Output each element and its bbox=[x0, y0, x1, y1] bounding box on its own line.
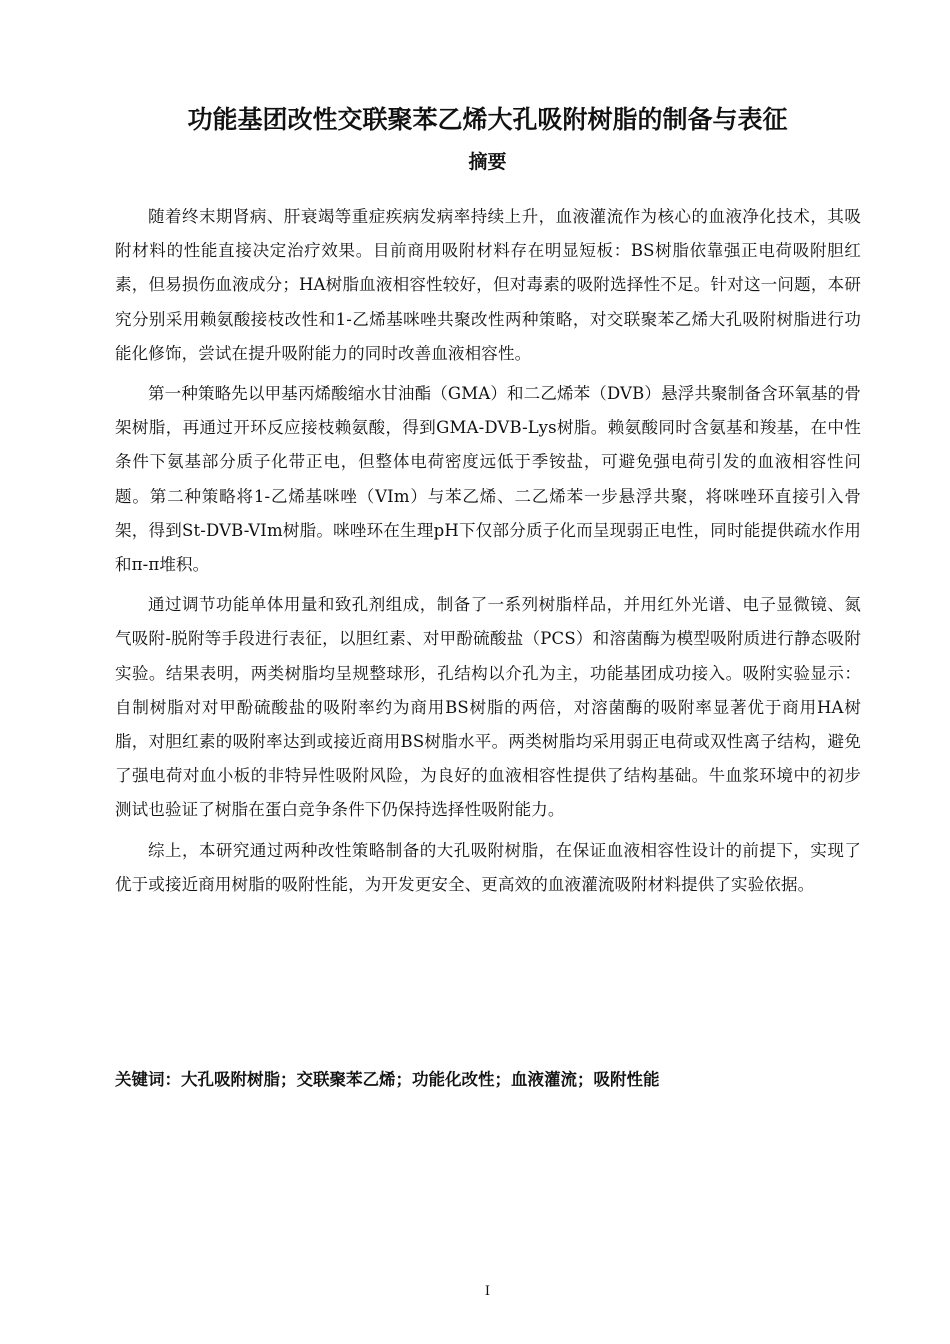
abstract-paragraph-4: 综上，本研究通过两种改性策略制备的大孔吸附树脂，在保证血液相容性设计的前提下，实现了优于或接近商用树脂的吸附性能，为开发更安全、更高效的血液灌流吸附材料提供了实验依据。 bbox=[115, 840, 861, 894]
page-number: I bbox=[484, 1284, 491, 1299]
abstract-paragraph-1: 随着终末期肾病、肝衰竭等重症疾病发病率持续上升，血液灌流作为核心的血液净化技术，其吸附材料的性能直接决定治疗效果。目前商用吸附材料存在明显短板：BS树脂依靠强正电荷吸附胆红素，但易损伤血液成分；HA树脂血液相容性较好，但对毒素的吸附选择性不足。针对这一问题，本研究分别采用赖氨酸接枝改性和1-乙烯基咪唑共聚改性两种策略，对交联聚苯乙烯大孔吸附树脂进行功能化修饰，尝试在提升吸附能力的同时改善血液相容性。 bbox=[115, 207, 861, 363]
abstract-paragraph-3: 通过调节功能单体用量和致孔剂组成，制备了一系列树脂样品，并用红外光谱、电子显微镜、氮气吸附-脱附等手段进行表征，以胆红素、对甲酚硫酸盐（PCS）和溶菌酶为模型吸附质进行静态吸附实验。结果表明，两类树脂均呈规整球形，孔结构以介孔为主，功能基团成功接入。吸附实验显示：自制树脂对对甲酚硫酸盐的吸附率约为商用BS树脂的两倍，对溶菌酶的吸附率显著优于商用HA树脂，对胆红素的吸附率达到或接近商用BS树脂水平。两类树脂均采用弱正电荷或双性离子结构，避免了强电荷对血小板的非特异性吸附风险，为良好的血液相容性提供了结构基础。牛血浆环境中的初步测试也验证了树脂在蛋白竞争条件下仍保持选择性吸附能力。 bbox=[115, 595, 861, 820]
abstract-heading: 摘要 bbox=[468, 151, 507, 173]
abstract-body bbox=[115, 200, 861, 908]
abstract-paragraph-2: 第一种策略先以甲基丙烯酸缩水甘油酯（GMA）和二乙烯苯（DVB）悬浮共聚制备含环氧基的骨架树脂，再通过开环反应接枝赖氨酸，得到GMA-DVB-Lys树脂。赖氨酸同时含氨基和羧基，在中性条件下氨基部分质子化带正电，但整体电荷密度远低于季铵盐，可避免强电荷引发的血液相容性问题。第二种策略将1-乙烯基咪唑（VIm）与苯乙烯、二乙烯苯一步悬浮共聚，将咪唑环直接引入骨架，得到St-DVB-VIm树脂。咪唑环在生理pH下仅部分质子化而呈现弱正电性，同时能提供疏水作用和π-π堆积。 bbox=[115, 384, 861, 575]
document-title: 功能基团改性交联聚苯乙烯大孔吸附树脂的制备与表征 bbox=[187, 105, 788, 134]
keywords-line: 关键词：大孔吸附树脂；交联聚苯乙烯；功能化改性；血液灌流；吸附性能 bbox=[115, 1070, 660, 1089]
